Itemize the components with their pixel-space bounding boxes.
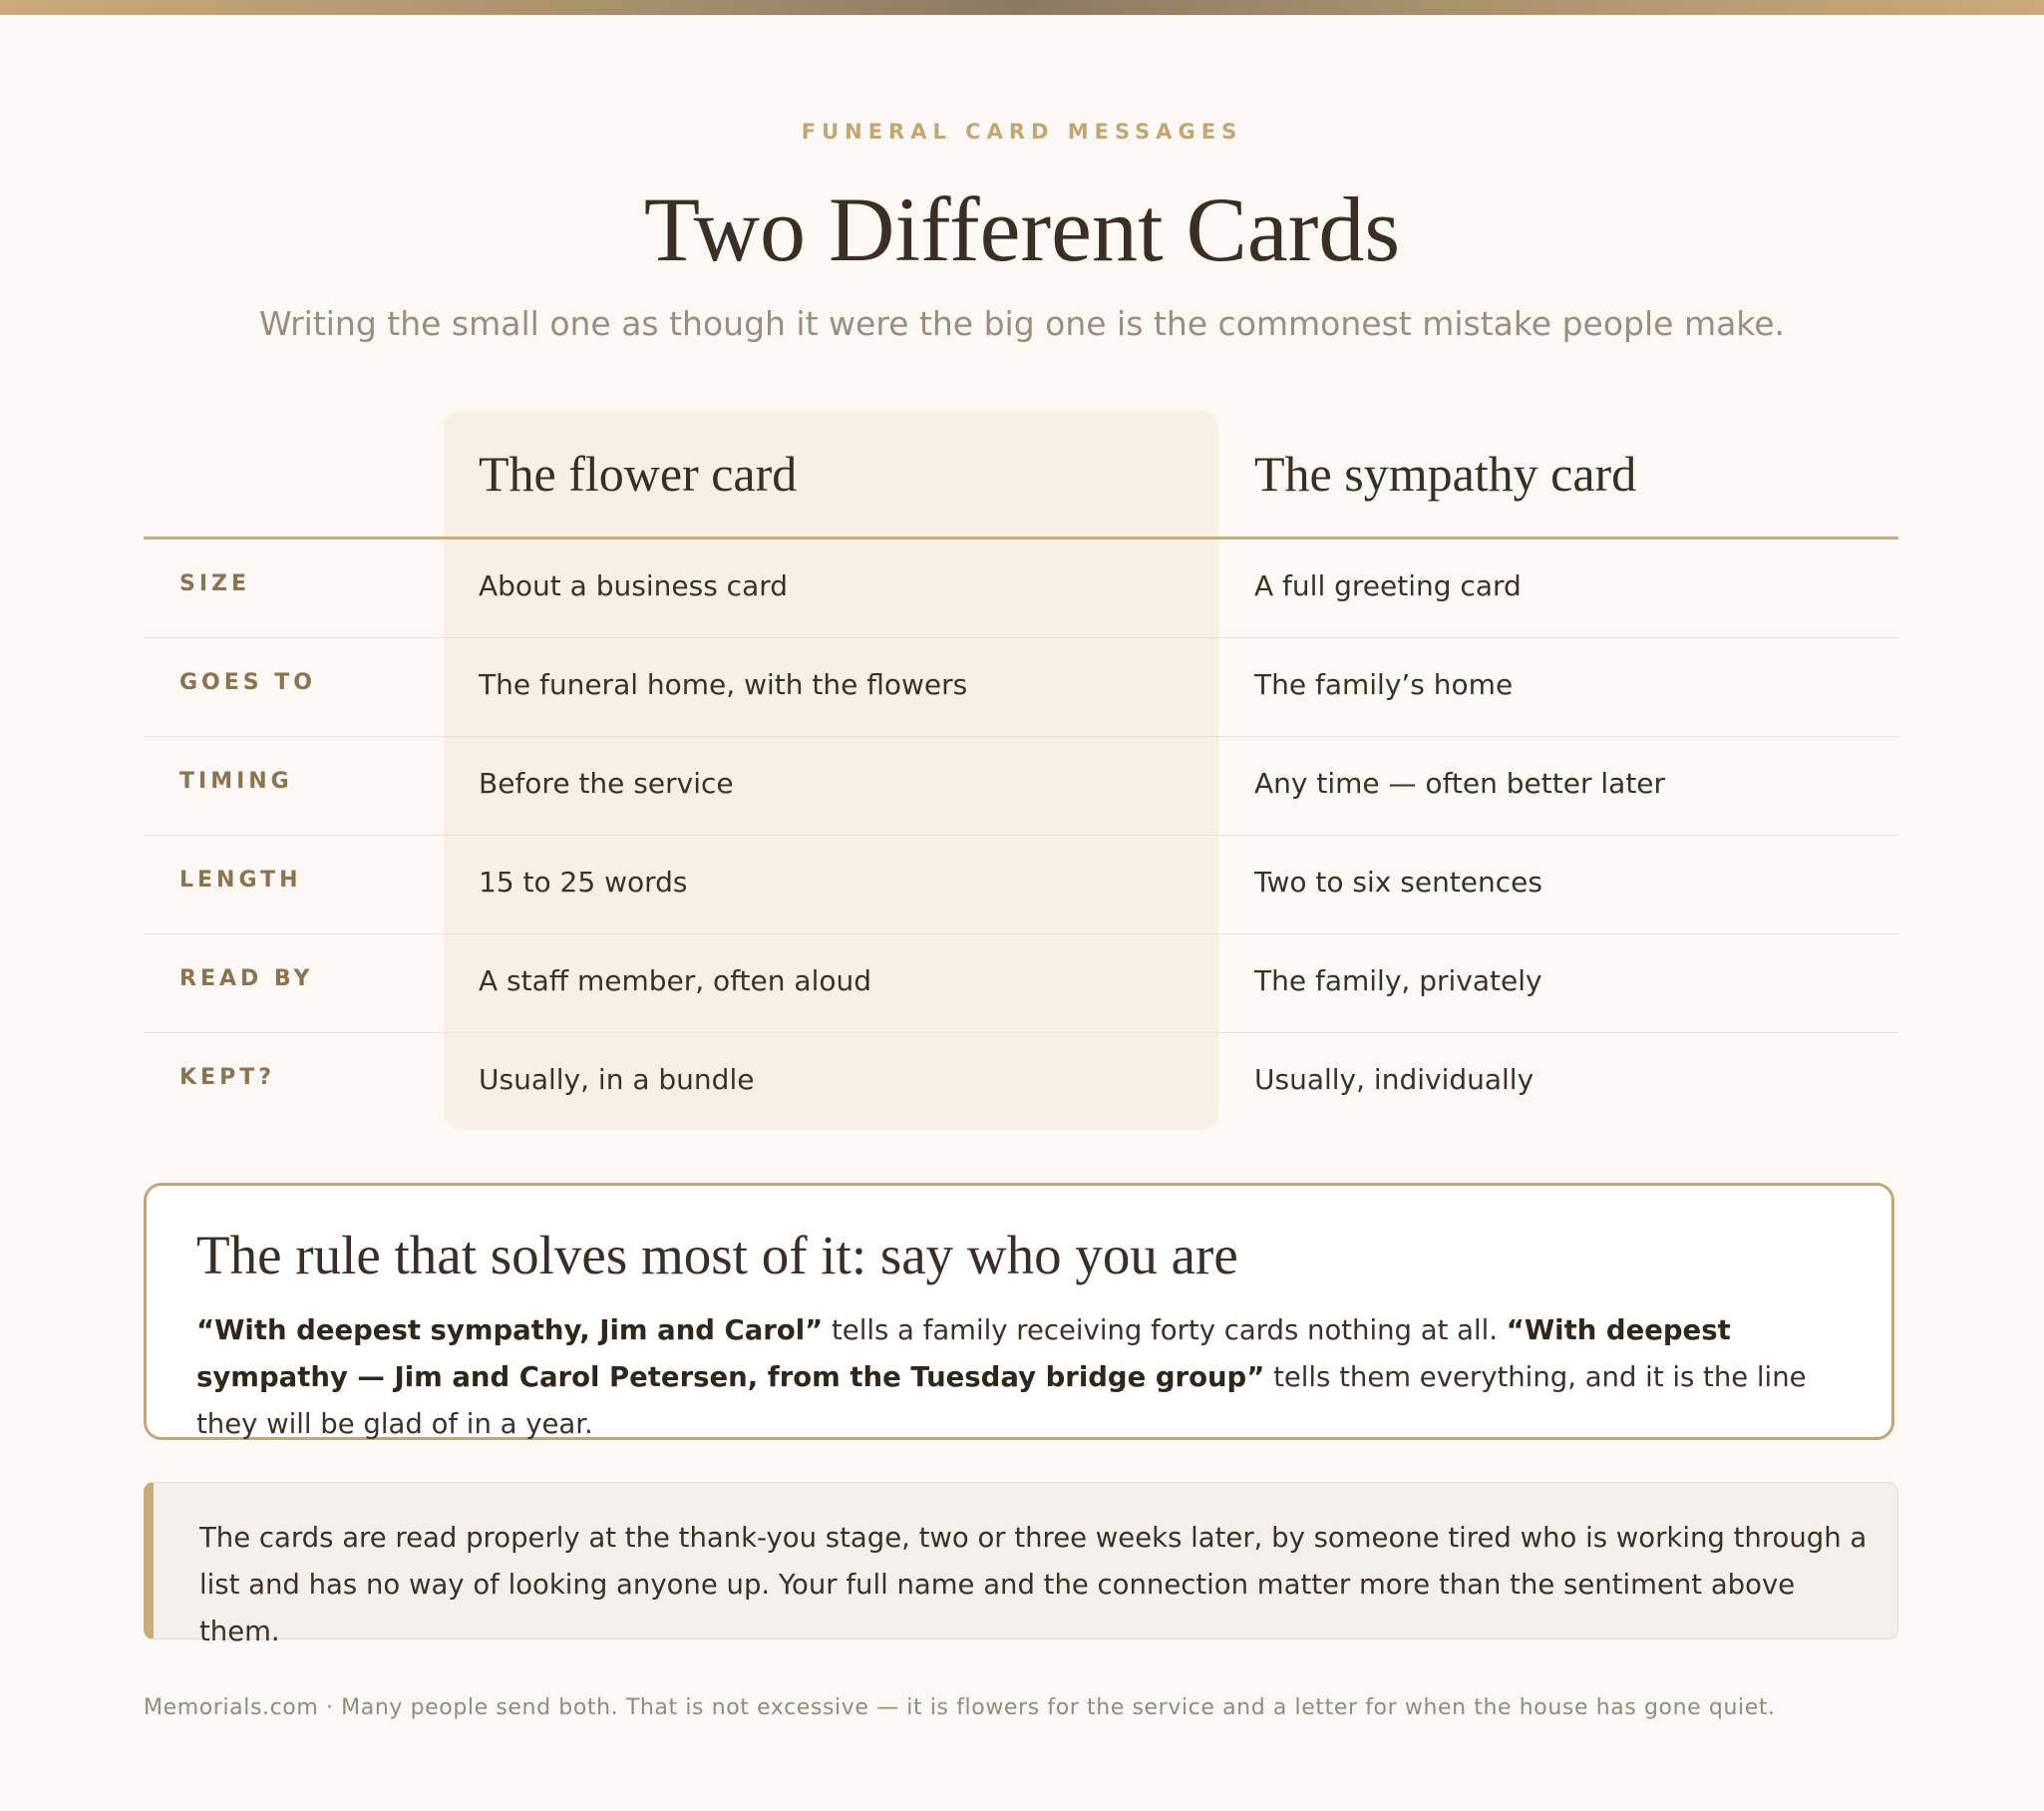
- rule-quote-short: “With deepest sympathy, Jim and Carol”: [196, 1314, 824, 1346]
- flower-cell: 15 to 25 words: [479, 866, 688, 899]
- note-text: The cards are read properly at the thank-you stage, two or three weeks later, by someone tired who is working through a list and has no way of looking anyone up. Your full name and the connection matter more than the sentiment above them.: [199, 1522, 1868, 1647]
- eyebrow-label: FUNERAL CARD MESSAGES: [801, 120, 1243, 144]
- rule-callout: [144, 1183, 1894, 1440]
- table-row: [144, 836, 1898, 934]
- row-label: READ BY: [179, 966, 314, 991]
- rule-title: The rule that solves most of it: say who you are: [196, 1225, 1238, 1285]
- page-subtitle: Writing the small one as though it were the big one is the commonest mistake people make.: [258, 304, 1786, 343]
- flower-cell: Usually, in a bundle: [479, 1063, 755, 1096]
- table-row: [144, 934, 1898, 1033]
- sympathy-cell: The family, privately: [1254, 964, 1542, 997]
- sympathy-cell: Usually, individually: [1254, 1063, 1534, 1096]
- table-row: [144, 1033, 1898, 1131]
- table-row: [144, 638, 1898, 737]
- column-header-sympathy-card: The sympathy card: [1254, 446, 1637, 502]
- rule-body: [196, 1307, 1852, 1448]
- row-label: SIZE: [179, 571, 251, 596]
- page-title: Two Different Cards: [643, 179, 1401, 280]
- row-label: LENGTH: [179, 868, 302, 893]
- flower-cell: Before the service: [479, 767, 734, 800]
- rule-text-1: tells a family receiving forty cards nothing at all.: [823, 1314, 1507, 1346]
- flower-cell: About a business card: [479, 569, 789, 602]
- top-accent-bar: [0, 0, 2044, 15]
- flower-cell: The funeral home, with the flowers: [479, 668, 968, 701]
- table-body: [144, 540, 1898, 1131]
- sympathy-cell: Two to six sentences: [1254, 866, 1542, 899]
- sympathy-cell: A full greeting card: [1254, 569, 1522, 602]
- table-row: [144, 737, 1898, 836]
- rule-quote-full: “With deepest sympathy — Jim and Carol Petersen, from the Tuesday bridge group”: [196, 1314, 1731, 1393]
- row-label: KEPT?: [179, 1065, 275, 1090]
- footer-text: Memorials.com · Many people send both. That is not excessive — it is flowers for the service and a letter for when the house has gone quiet.: [144, 1695, 1776, 1720]
- sympathy-cell: The family’s home: [1254, 668, 1514, 701]
- row-label: GOES TO: [179, 670, 317, 695]
- note-callout: [144, 1482, 1898, 1647]
- sympathy-cell: Any time — often better later: [1254, 767, 1666, 800]
- column-header-flower-card: The flower card: [479, 446, 798, 502]
- rule-text-2: tells them everything, and it is the line they will be glad of in a year.: [196, 1361, 1807, 1440]
- table-row: [144, 540, 1898, 638]
- row-label: TIMING: [179, 769, 293, 794]
- flower-cell: A staff member, often aloud: [479, 964, 871, 997]
